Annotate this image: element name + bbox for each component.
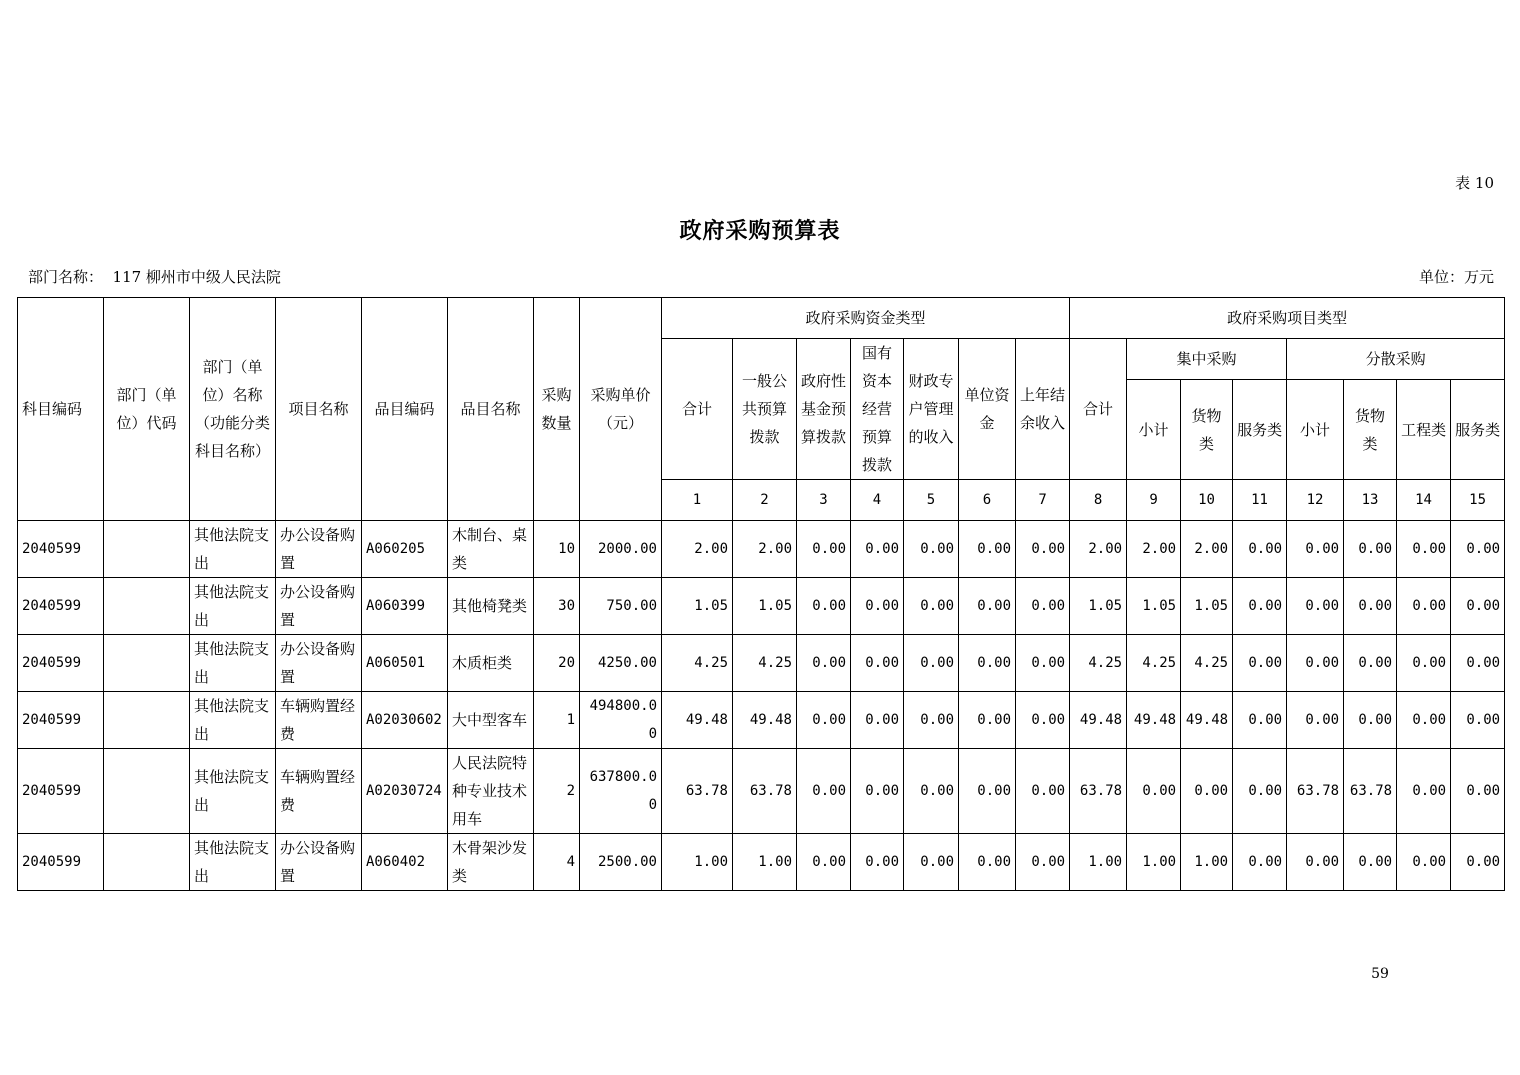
amount-cell: 0.00 <box>1287 834 1344 891</box>
subject-code-cell: 2040599 <box>18 834 104 891</box>
amount-cell: 49.48 <box>1127 692 1181 749</box>
column-number: 2 <box>733 480 797 521</box>
item-code-cell: A060205 <box>362 521 448 578</box>
amount-cell: 1.00 <box>1070 834 1127 891</box>
amount-cell: 1.00 <box>662 834 733 891</box>
amount-cell: 1.00 <box>1181 834 1233 891</box>
header-unit-funds: 单位资金 <box>959 339 1016 480</box>
item-name-cell: 木制台、桌类 <box>448 521 534 578</box>
item-code-cell: A02030724 <box>362 749 448 834</box>
column-number: 13 <box>1344 480 1397 521</box>
amount-cell: 1.05 <box>1070 578 1127 635</box>
amount-cell: 49.48 <box>662 692 733 749</box>
amount-cell: 0.00 <box>1344 578 1397 635</box>
project-name-cell: 办公设备购置 <box>276 521 362 578</box>
amount-cell: 0.00 <box>1016 635 1070 692</box>
amount-cell: 0.00 <box>1016 834 1070 891</box>
quantity-cell: 4 <box>534 834 580 891</box>
amount-cell: 0.00 <box>1233 834 1287 891</box>
header-gov-fund: 政府性基金预算拨款 <box>797 339 851 480</box>
amount-cell: 4.25 <box>1070 635 1127 692</box>
column-number: 9 <box>1127 480 1181 521</box>
amount-cell: 0.00 <box>797 692 851 749</box>
header-dept-code: 部门（单位）代码 <box>104 298 190 521</box>
amount-cell: 63.78 <box>733 749 797 834</box>
header-state-capital: 国有资本经营预算拨款 <box>851 339 904 480</box>
amount-cell: 0.00 <box>1016 692 1070 749</box>
unit-price-cell: 750.00 <box>580 578 662 635</box>
dept-code-cell <box>104 521 190 578</box>
amount-cell: 0.00 <box>1344 834 1397 891</box>
amount-cell: 0.00 <box>1451 692 1505 749</box>
amount-cell: 1.05 <box>662 578 733 635</box>
column-number: 8 <box>1070 480 1127 521</box>
item-name-cell: 其他椅凳类 <box>448 578 534 635</box>
unit-price-cell: 494800.00 <box>580 692 662 749</box>
amount-cell: 0.00 <box>1233 692 1287 749</box>
header-dept-name: 部门（单位）名称（功能分类科目名称） <box>190 298 276 521</box>
amount-cell: 0.00 <box>1287 521 1344 578</box>
amount-cell: 2.00 <box>1070 521 1127 578</box>
dept-name-cell: 其他法院支出 <box>190 521 276 578</box>
amount-cell: 0.00 <box>1451 521 1505 578</box>
amount-cell: 0.00 <box>959 635 1016 692</box>
amount-cell: 0.00 <box>904 749 959 834</box>
amount-cell: 0.00 <box>1397 692 1451 749</box>
header-item-code: 品目编码 <box>362 298 448 521</box>
header-item-name: 品目名称 <box>448 298 534 521</box>
amount-cell: 0.00 <box>1397 749 1451 834</box>
unit-price-cell: 637800.00 <box>580 749 662 834</box>
table-row <box>18 578 1505 635</box>
header-dispersed: 分散采购 <box>1287 339 1505 380</box>
table-row <box>18 692 1505 749</box>
header-service: 服务类 <box>1233 380 1287 480</box>
amount-cell: 0.00 <box>1287 578 1344 635</box>
subject-code-cell: 2040599 <box>18 635 104 692</box>
amount-cell: 0.00 <box>851 521 904 578</box>
amount-cell: 4.25 <box>662 635 733 692</box>
amount-cell: 2.00 <box>662 521 733 578</box>
amount-cell: 0.00 <box>1397 834 1451 891</box>
amount-cell: 1.00 <box>733 834 797 891</box>
procurement-budget-table <box>17 297 1505 891</box>
header-goods: 货物类 <box>1181 380 1233 480</box>
item-name-cell: 木质柜类 <box>448 635 534 692</box>
amount-cell: 0.00 <box>904 578 959 635</box>
header-project-name: 项目名称 <box>276 298 362 521</box>
amount-cell: 0.00 <box>959 749 1016 834</box>
amount-cell: 0.00 <box>797 749 851 834</box>
dept-name-cell: 其他法院支出 <box>190 635 276 692</box>
unit-label: 单位：万元 <box>1418 268 1494 286</box>
amount-cell: 0.00 <box>1344 692 1397 749</box>
amount-cell: 0.00 <box>1397 635 1451 692</box>
amount-cell: 63.78 <box>1287 749 1344 834</box>
amount-cell: 0.00 <box>797 578 851 635</box>
amount-cell: 0.00 <box>1451 578 1505 635</box>
table-row <box>18 834 1505 891</box>
amount-cell: 0.00 <box>1287 692 1344 749</box>
dept-code-cell <box>104 635 190 692</box>
amount-cell: 0.00 <box>851 635 904 692</box>
subject-code-cell: 2040599 <box>18 749 104 834</box>
header-carryover: 上年结余收入 <box>1016 339 1070 480</box>
dept-code-cell <box>104 578 190 635</box>
header-subtotal: 小计 <box>1127 380 1181 480</box>
amount-cell: 49.48 <box>1181 692 1233 749</box>
dept-code-cell <box>104 749 190 834</box>
column-number: 7 <box>1016 480 1070 521</box>
header-total: 合计 <box>662 339 733 480</box>
column-number: 12 <box>1287 480 1344 521</box>
subject-code-cell: 2040599 <box>18 578 104 635</box>
amount-cell: 4.25 <box>1181 635 1233 692</box>
column-number: 3 <box>797 480 851 521</box>
amount-cell: 0.00 <box>1451 834 1505 891</box>
header-fund-type: 政府采购资金类型 <box>662 298 1070 339</box>
amount-cell: 2.00 <box>733 521 797 578</box>
dept-code-cell <box>104 834 190 891</box>
item-name-cell: 人民法院特种专业技术用车 <box>448 749 534 834</box>
table-number: 表 10 <box>1455 174 1494 192</box>
table-row <box>18 521 1505 578</box>
amount-cell: 0.00 <box>1344 521 1397 578</box>
amount-cell: 0.00 <box>1016 749 1070 834</box>
amount-cell: 0.00 <box>1451 749 1505 834</box>
amount-cell: 0.00 <box>851 692 904 749</box>
header-goods2: 货物类 <box>1344 380 1397 480</box>
subject-code-cell: 2040599 <box>18 521 104 578</box>
project-name-cell: 车辆购置经费 <box>276 749 362 834</box>
column-number: 15 <box>1451 480 1505 521</box>
amount-cell: 0.00 <box>1233 749 1287 834</box>
page-title: 政府采购预算表 <box>679 218 841 244</box>
amount-cell: 63.78 <box>1070 749 1127 834</box>
header-unit-price: 采购单价（元） <box>580 298 662 521</box>
project-name-cell: 办公设备购置 <box>276 635 362 692</box>
amount-cell: 0.00 <box>1016 521 1070 578</box>
amount-cell: 0.00 <box>797 521 851 578</box>
amount-cell: 1.05 <box>1181 578 1233 635</box>
quantity-cell: 10 <box>534 521 580 578</box>
header-service2: 服务类 <box>1451 380 1505 480</box>
amount-cell: 0.00 <box>1397 578 1451 635</box>
amount-cell: 2.00 <box>1127 521 1181 578</box>
amount-cell: 0.00 <box>1127 749 1181 834</box>
dept-name-cell: 其他法院支出 <box>190 749 276 834</box>
unit-price-cell: 2000.00 <box>580 521 662 578</box>
amount-cell: 0.00 <box>851 749 904 834</box>
amount-cell: 0.00 <box>1397 521 1451 578</box>
amount-cell: 0.00 <box>1233 521 1287 578</box>
column-number: 10 <box>1181 480 1233 521</box>
header-subject-code: 科目编码 <box>18 298 104 521</box>
column-number: 6 <box>959 480 1016 521</box>
quantity-cell: 30 <box>534 578 580 635</box>
amount-cell: 0.00 <box>959 834 1016 891</box>
column-number: 1 <box>662 480 733 521</box>
header-central: 集中采购 <box>1127 339 1287 380</box>
amount-cell: 0.00 <box>959 521 1016 578</box>
amount-cell: 0.00 <box>959 578 1016 635</box>
amount-cell: 0.00 <box>851 834 904 891</box>
department-label: 部门名称： 117 柳州市中级人民法院 <box>28 268 281 286</box>
item-code-cell: A02030602 <box>362 692 448 749</box>
amount-cell: 4.25 <box>733 635 797 692</box>
dept-name-cell: 其他法院支出 <box>190 692 276 749</box>
header-total2: 合计 <box>1070 339 1127 480</box>
amount-cell: 0.00 <box>1181 749 1233 834</box>
column-number: 5 <box>904 480 959 521</box>
amount-cell: 4.25 <box>1127 635 1181 692</box>
page-number: 59 <box>1371 966 1389 982</box>
unit-price-cell: 4250.00 <box>580 635 662 692</box>
dept-name-cell: 其他法院支出 <box>190 578 276 635</box>
amount-cell: 1.00 <box>1127 834 1181 891</box>
subject-code-cell: 2040599 <box>18 692 104 749</box>
item-code-cell: A060402 <box>362 834 448 891</box>
column-number: 4 <box>851 480 904 521</box>
amount-cell: 49.48 <box>1070 692 1127 749</box>
header-general-budget: 一般公共预算拨款 <box>733 339 797 480</box>
quantity-cell: 1 <box>534 692 580 749</box>
amount-cell: 0.00 <box>959 692 1016 749</box>
amount-cell: 0.00 <box>797 834 851 891</box>
project-name-cell: 办公设备购置 <box>276 834 362 891</box>
amount-cell: 0.00 <box>904 635 959 692</box>
amount-cell: 0.00 <box>904 692 959 749</box>
amount-cell: 0.00 <box>1344 635 1397 692</box>
amount-cell: 0.00 <box>1016 578 1070 635</box>
header-engineering: 工程类 <box>1397 380 1451 480</box>
header-subtotal2: 小计 <box>1287 380 1344 480</box>
column-number: 11 <box>1233 480 1287 521</box>
item-code-cell: A060501 <box>362 635 448 692</box>
item-name-cell: 木骨架沙发类 <box>448 834 534 891</box>
amount-cell: 0.00 <box>1287 635 1344 692</box>
table-row <box>18 635 1505 692</box>
item-name-cell: 大中型客车 <box>448 692 534 749</box>
unit-price-cell: 2500.00 <box>580 834 662 891</box>
quantity-cell: 20 <box>534 635 580 692</box>
amount-cell: 0.00 <box>1451 635 1505 692</box>
amount-cell: 1.05 <box>733 578 797 635</box>
amount-cell: 2.00 <box>1181 521 1233 578</box>
amount-cell: 0.00 <box>797 635 851 692</box>
project-name-cell: 车辆购置经费 <box>276 692 362 749</box>
amount-cell: 63.78 <box>1344 749 1397 834</box>
amount-cell: 63.78 <box>662 749 733 834</box>
header-project-type: 政府采购项目类型 <box>1070 298 1505 339</box>
item-code-cell: A060399 <box>362 578 448 635</box>
project-name-cell: 办公设备购置 <box>276 578 362 635</box>
quantity-cell: 2 <box>534 749 580 834</box>
table-row <box>18 749 1505 834</box>
amount-cell: 0.00 <box>851 578 904 635</box>
dept-name-cell: 其他法院支出 <box>190 834 276 891</box>
amount-cell: 1.05 <box>1127 578 1181 635</box>
amount-cell: 0.00 <box>904 834 959 891</box>
column-number: 14 <box>1397 480 1451 521</box>
amount-cell: 0.00 <box>904 521 959 578</box>
header-special-account: 财政专户管理的收入 <box>904 339 959 480</box>
amount-cell: 49.48 <box>733 692 797 749</box>
amount-cell: 0.00 <box>1233 635 1287 692</box>
amount-cell: 0.00 <box>1233 578 1287 635</box>
header-quantity: 采购数量 <box>534 298 580 521</box>
dept-code-cell <box>104 692 190 749</box>
